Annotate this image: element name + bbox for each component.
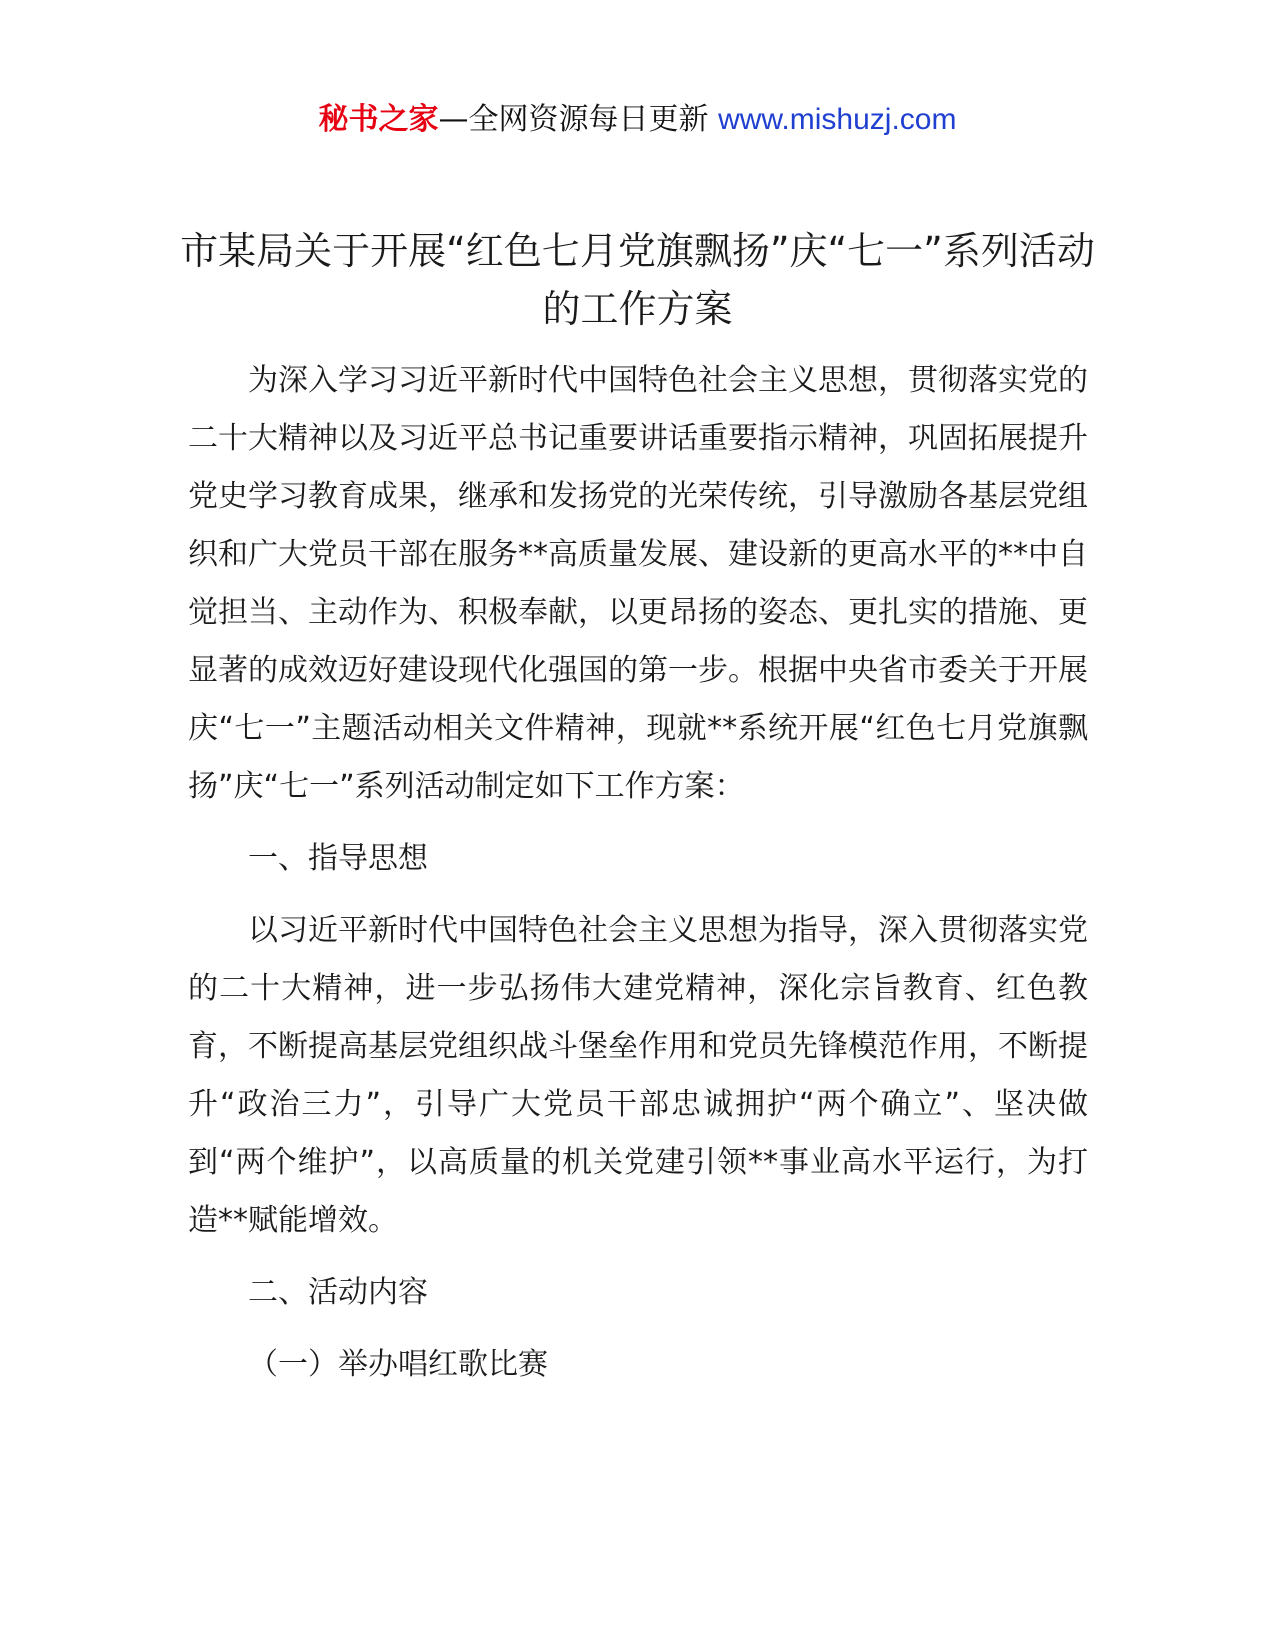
guiding-ideology-paragraph: 以习近平新时代中国特色社会主义思想为指导，深入贯彻落实党的二十大精神，进一步弘扬伟大建党精神，深化宗旨教育、红色教育，不断提高基层党组织战斗堡垒作用和党员先锋模范作用，不断提升“政治三力”，引导广大党员干部忠诚拥护“两个确立”、坚决做到“两个维护”，以高质量的机关党建引领**事业高水平运行，为打造**赋能增效。 xyxy=(188,913,1088,1238)
document-title: 市某局关于开展“红色七月党旗飘扬”庆“七一”系列活动的工作方案 xyxy=(180,229,1095,331)
subsection-heading-red-song-contest: （一）举办唱红歌比赛 xyxy=(248,1347,548,1382)
site-header xyxy=(0,98,1275,142)
intro-paragraph: 为深入学习习近平新时代中国特色社会主义思想，贯彻落实党的二十大精神以及习近平总书记重要讲话重要指示精神，巩固拓展提升党史学习教育成果，继承和发扬党的光荣传统，引导激励各基层党组织和广大党员干部在服务**高质量发展、建设新的更高水平的**中自觉担当、主动作为、积极奉献，以更昂扬的姿态、更扎实的措施、更显著的成效迈好建设现代化强国的第一步。根据中央省市委关于开展庆“七一”主题活动相关文件精神，现就**系统开展“红色七月党旗飘扬”庆“七一”系列活动制定如下工作方案： xyxy=(188,363,1088,804)
site-url-link[interactable]: www.mishuzj.com xyxy=(718,103,957,136)
header-tagline: —全网资源每日更新 xyxy=(438,102,709,137)
document-body xyxy=(188,352,1088,1394)
section-heading-activity-content: 二、活动内容 xyxy=(248,1275,428,1310)
brand-name: 秘书之家 xyxy=(318,102,439,137)
section-heading-guiding-ideology: 一、指导思想 xyxy=(248,841,428,876)
